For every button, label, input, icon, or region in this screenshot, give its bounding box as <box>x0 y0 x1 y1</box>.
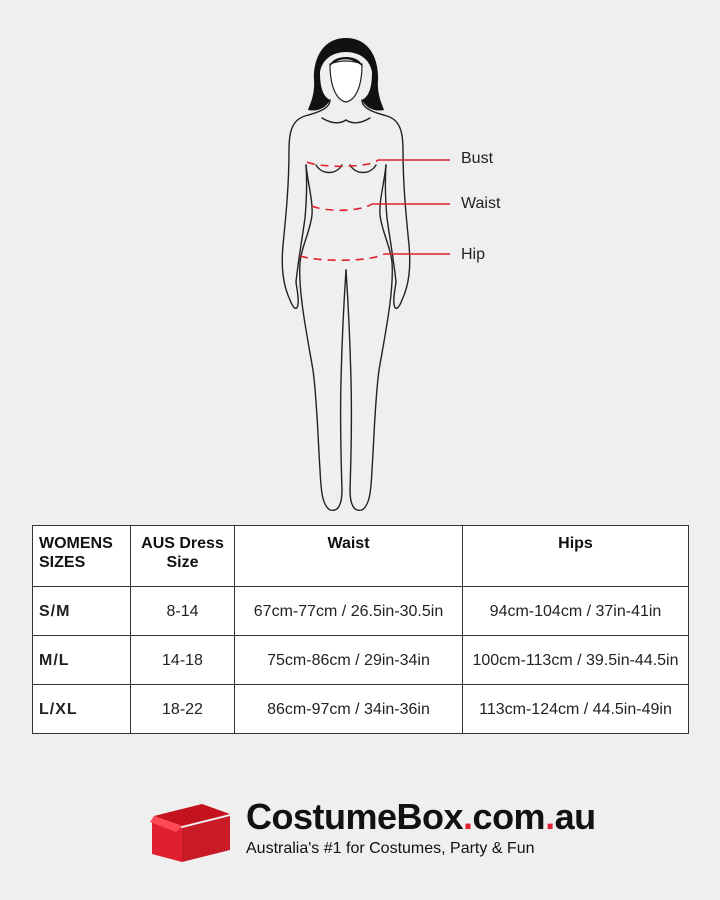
waist-cell: 67cm-77cm / 26.5in-30.5in <box>235 587 463 636</box>
size-cell: L/XL <box>33 685 131 734</box>
header-aus-dress-size: AUS Dress Size <box>131 526 235 587</box>
header-waist: Waist <box>235 526 463 587</box>
table-header-row <box>33 526 689 587</box>
table-row <box>33 587 689 636</box>
size-cell: M/L <box>33 636 131 685</box>
waist-cell: 75cm-86cm / 29in-34in <box>235 636 463 685</box>
bust-label: Bust <box>461 150 494 167</box>
waist-cell: 86cm-97cm / 34in-36in <box>235 685 463 734</box>
waist-label: Waist <box>461 195 501 212</box>
costumebox-logo <box>150 796 596 870</box>
box-icon <box>150 802 234 866</box>
table-row <box>33 636 689 685</box>
header-womens-sizes: WOMENS SIZES <box>33 526 131 587</box>
table-row <box>33 685 689 734</box>
header-hips: Hips <box>463 526 689 587</box>
hip-label: Hip <box>461 246 486 263</box>
size-chart-table <box>32 525 689 734</box>
aus-size-cell: 8-14 <box>131 587 235 636</box>
aus-size-cell: 18-22 <box>131 685 235 734</box>
aus-size-cell: 14-18 <box>131 636 235 685</box>
hips-cell: 100cm-113cm / 39.5in-44.5in <box>463 636 689 685</box>
size-cell: S/M <box>33 587 131 636</box>
hips-cell: 94cm-104cm / 37in-41in <box>463 587 689 636</box>
hips-cell: 113cm-124cm / 44.5in-49in <box>463 685 689 734</box>
tagline: Australia's #1 for Costumes, Party & Fun <box>246 840 535 857</box>
brand-name: CostumeBox.com.au <box>246 796 596 837</box>
